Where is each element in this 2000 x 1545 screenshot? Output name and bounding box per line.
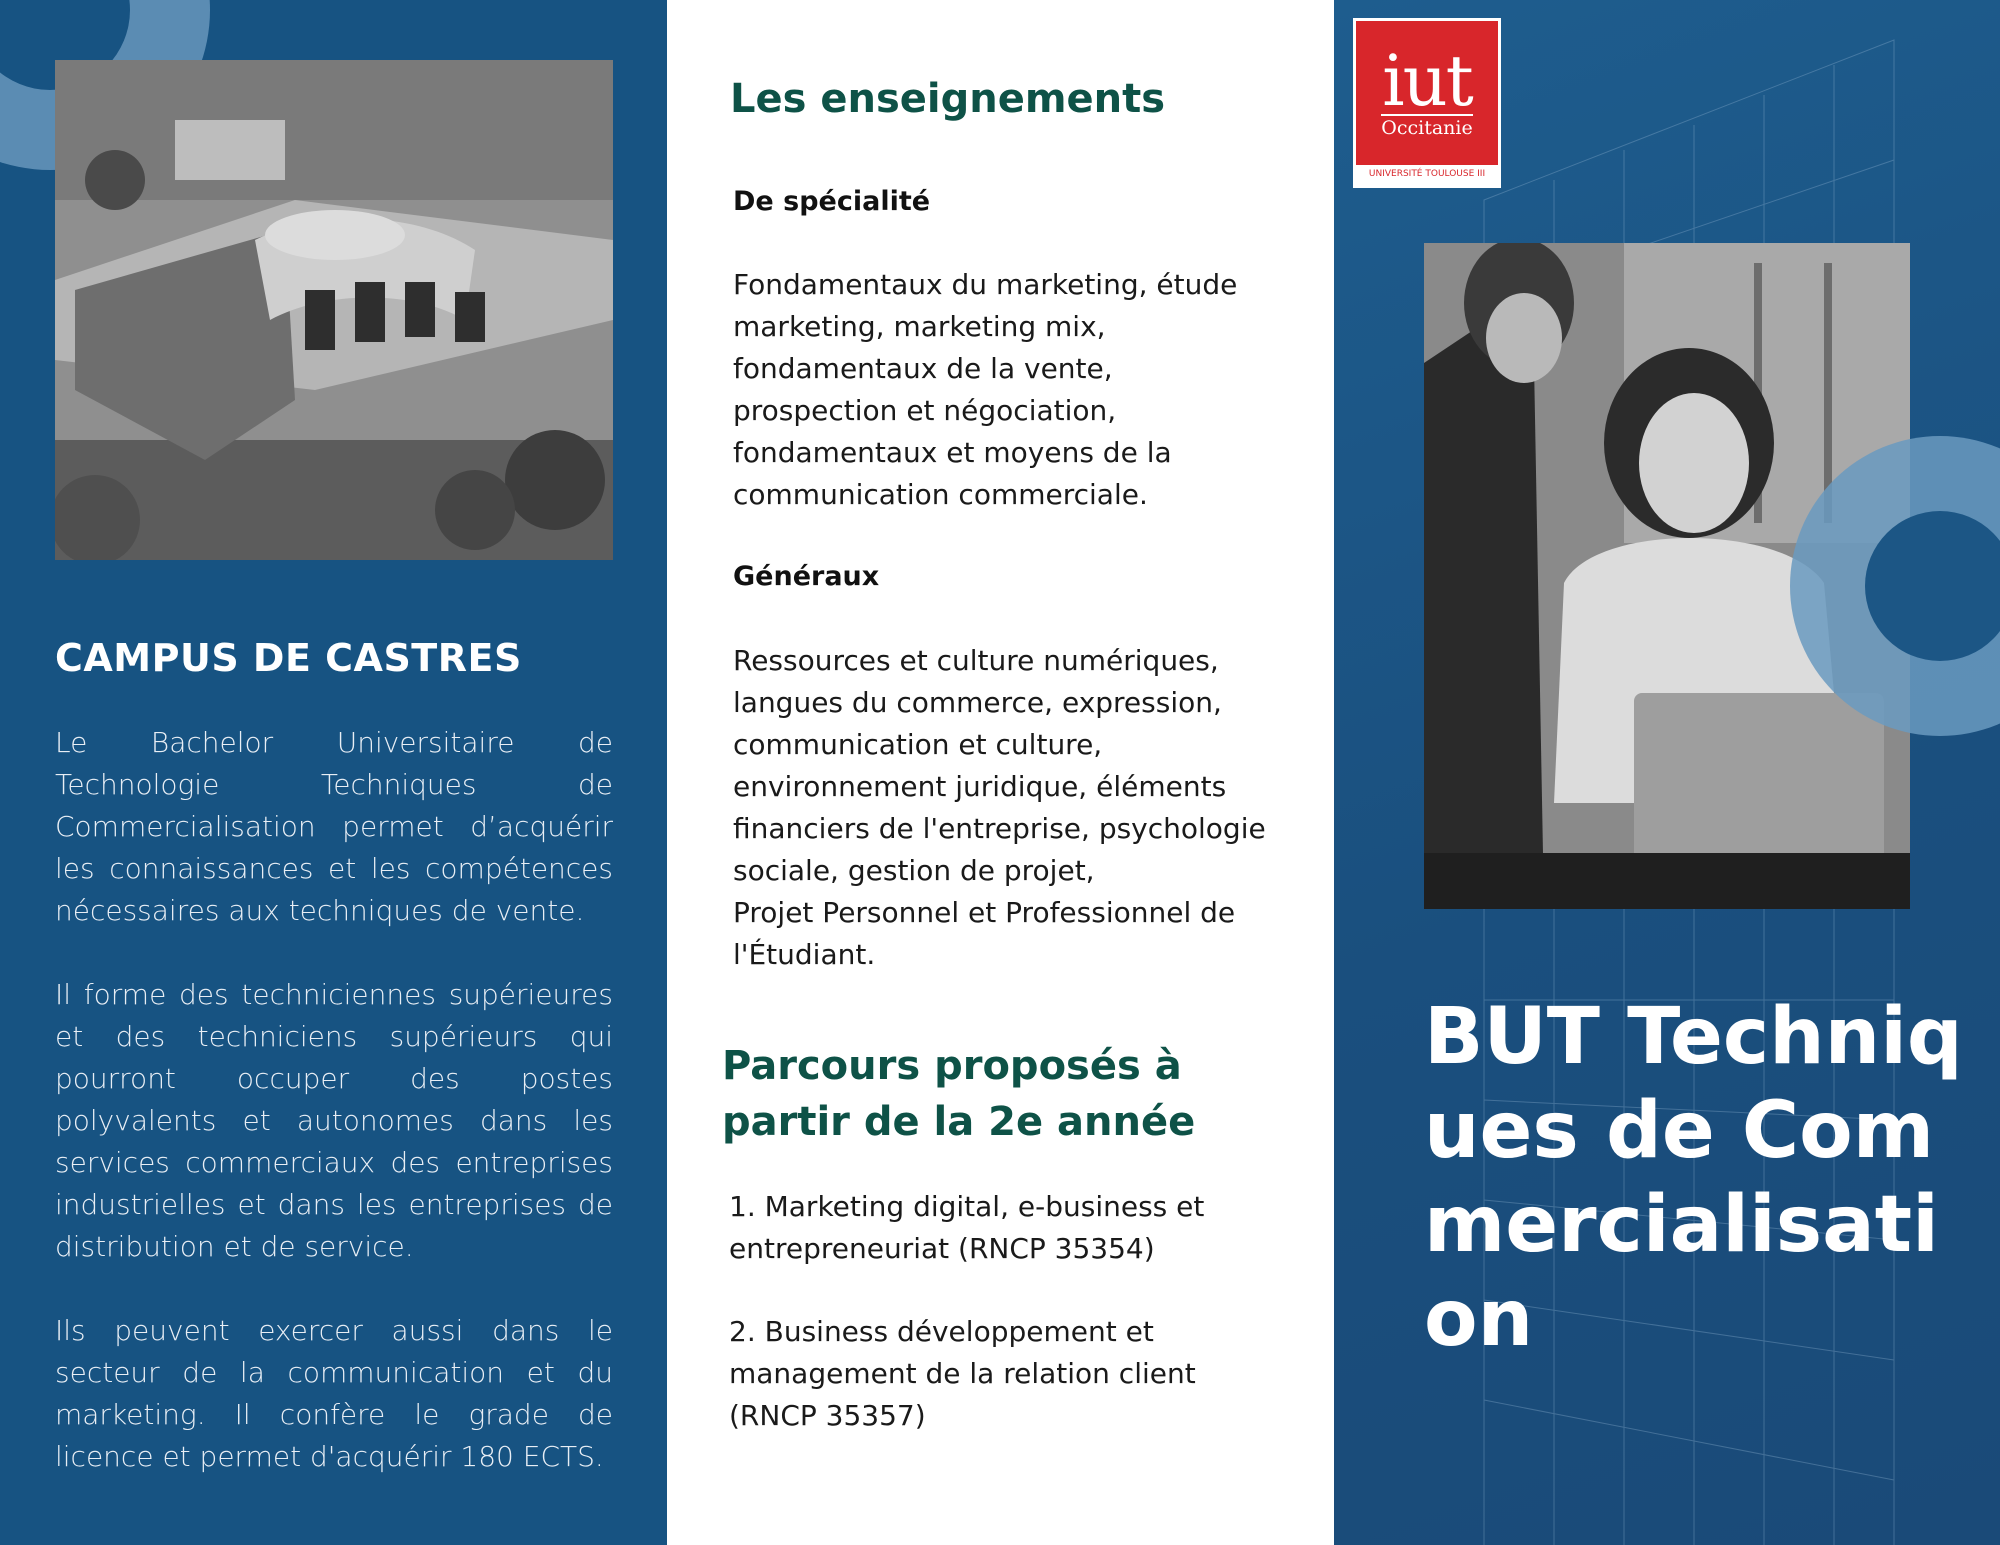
enseignements-heading: Les enseignements (730, 76, 1166, 122)
campus-aerial-photo (55, 60, 613, 560)
parcours-item: 2. Business développement et management de la relation client (RNCP 35357) (729, 1315, 1196, 1432)
right-panel (1334, 0, 2000, 1545)
campus-paragraph: Il forme des techniciennes supérieures et des techniciens supérieurs qui pourront occuper des postes polyvalents et autonomes dans les services commerciaux des entreprises industrielles et dans les entreprises de distribution et de service. (55, 978, 613, 1263)
middle-panel (667, 0, 1334, 1545)
parcours-heading: Parcours proposés à partir de la 2e année (722, 1043, 1196, 1145)
iut-logo (1353, 18, 1501, 188)
specialite-text: Fondamentaux du marketing, étude marketing, marketing mix, fondamentaux de la vente, prospection et négociation, fondamentaux et moyens de la communication commerciale. (733, 268, 1238, 511)
campus-description (55, 722, 613, 1520)
campus-title: CAMPUS DE CASTRES (55, 636, 522, 680)
logo-sub-text: Occitanie (1381, 114, 1472, 138)
iut-logo-mark (1356, 21, 1498, 165)
program-title: BUT Techniques de Commercialisation (1424, 992, 1963, 1364)
campus-paragraph: Ils peuvent exercer aussi dans le secteur de la communication et du marketing. Il confère le grade de licence et permet d'acquérir 180 ECTS. (55, 1314, 613, 1473)
campus-paragraph: Le Bachelor Universitaire de Technologie Techniques de Commercialisation permet d’acquérir les connaissances et les compétences nécessaires aux techniques de vente. (55, 726, 613, 927)
specialite-subheading: De spécialité (733, 186, 931, 217)
generaux-text-2: Projet Personnel et Professionnel de l'Étudiant. (733, 896, 1236, 971)
parcours-item: 1. Marketing digital, e-business et entrepreneuriat (RNCP 35354) (729, 1190, 1205, 1265)
logo-university-text: UNIVERSITÉ TOULOUSE III (1368, 169, 1486, 179)
logo-main-text: iut (1382, 40, 1472, 122)
left-panel (0, 0, 667, 1545)
generaux-subheading: Généraux (733, 561, 880, 592)
generaux-text: Ressources et culture numériques, langues du commerce, expression, communication et culture, environnement juridique, éléments financiers de l'entreprise, psychologie sociale, gestion de projet, (733, 644, 1266, 887)
